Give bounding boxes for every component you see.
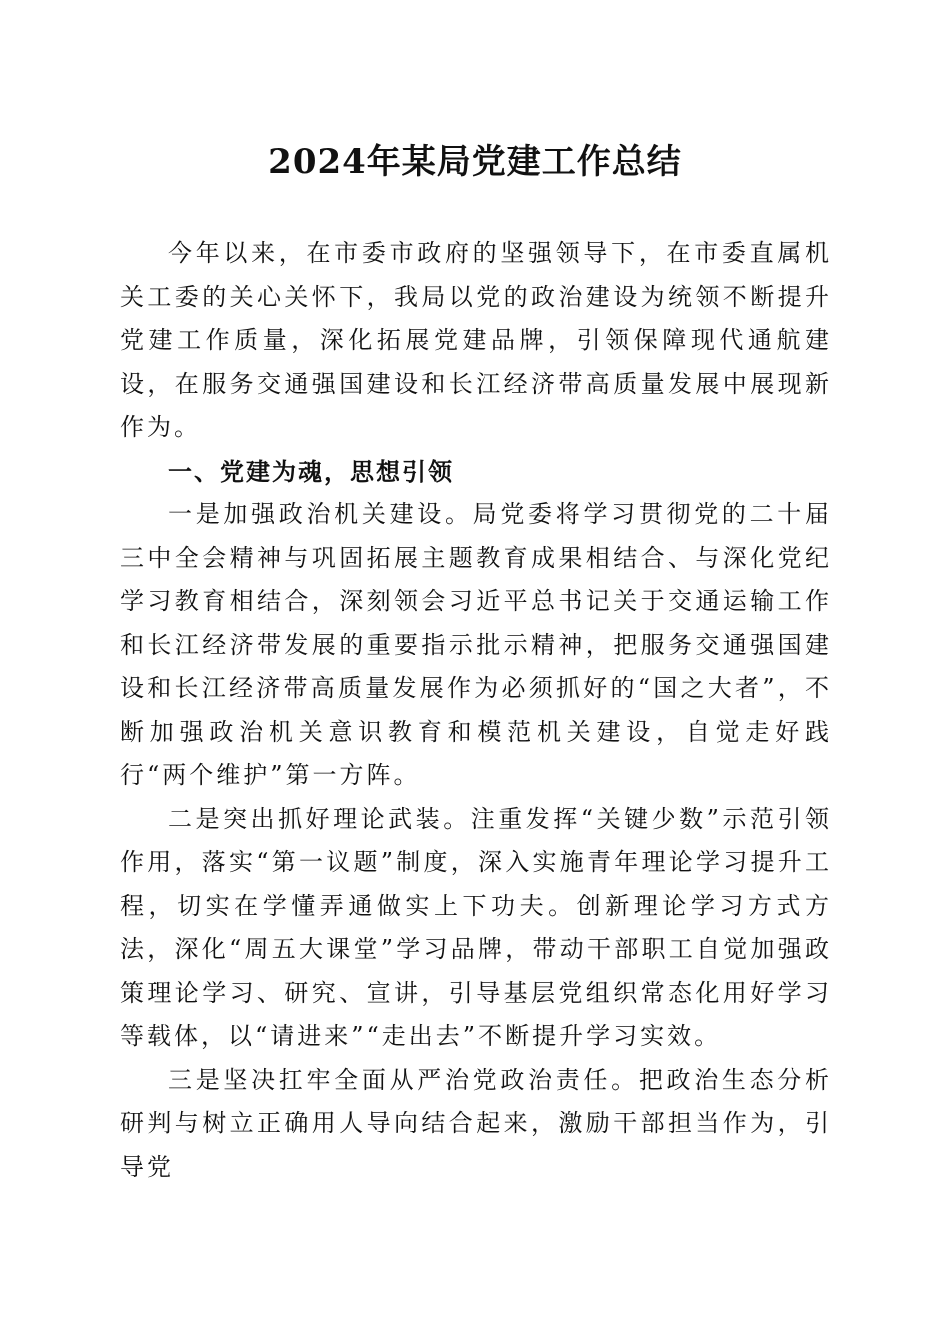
item-paragraph-1	[120, 493, 832, 798]
item-lead-1: 一是加强政治机关建设。	[168, 500, 473, 528]
intro-paragraph: 今年以来，在市委市政府的坚强领导下，在市委直属机关工委的关心关怀下，我局以党的政治建设为统领不断提升党建工作质量，深化拓展党建品牌，引领保障现代通航建设，在服务交通强国建设和长江经济带高质量发展中展现新作为。	[120, 239, 832, 441]
item-lead-3: 三是坚决扛牢全面从严治党政治责任。	[168, 1065, 639, 1094]
item-paragraph-3	[120, 1059, 832, 1190]
item-paragraph-2	[120, 798, 832, 1059]
section-heading: 一、党建为魂，思想引领	[168, 456, 454, 486]
item-lead-2: 二是突出抓好理论武装。	[168, 804, 471, 833]
item-text-1: 局党委将学习贯彻党的二十届三中全会精神与巩固拓展主题教育成果相结合、与深化党纪学习教育相结合，深刻领会习近平总书记关于交通运输工作和长江经济带发展的重要指示批示精神，把服务交通强国建设和长江经济带高质量发展作为必须抓好的“国之大者”，不断加强政治机关意识教育和模范机关建设，自觉走好践行“两个维护”第一方阵。	[120, 500, 833, 789]
document-title: 2024年某局党建工作总结	[268, 142, 682, 182]
document-body	[120, 232, 832, 1189]
item-text-2: 注重发挥“关键少数”示范引领作用，落实“第一议题”制度，深入实施青年理论学习提升工程，切实在学懂弄通做实上下功夫。创新理论学习方式方法，深化“周五大课堂”学习品牌，带动干部职工自觉加强政策理论学习、研究、宣讲，引导基层党组织常态化用好学习等载体，以“请进来”“走出去”不断提升学习实效。	[120, 804, 833, 1050]
item-text-3: 把政治生态分析研判与树立正确用人导向结合起来，激励干部担当作为，引导党	[120, 1065, 833, 1181]
